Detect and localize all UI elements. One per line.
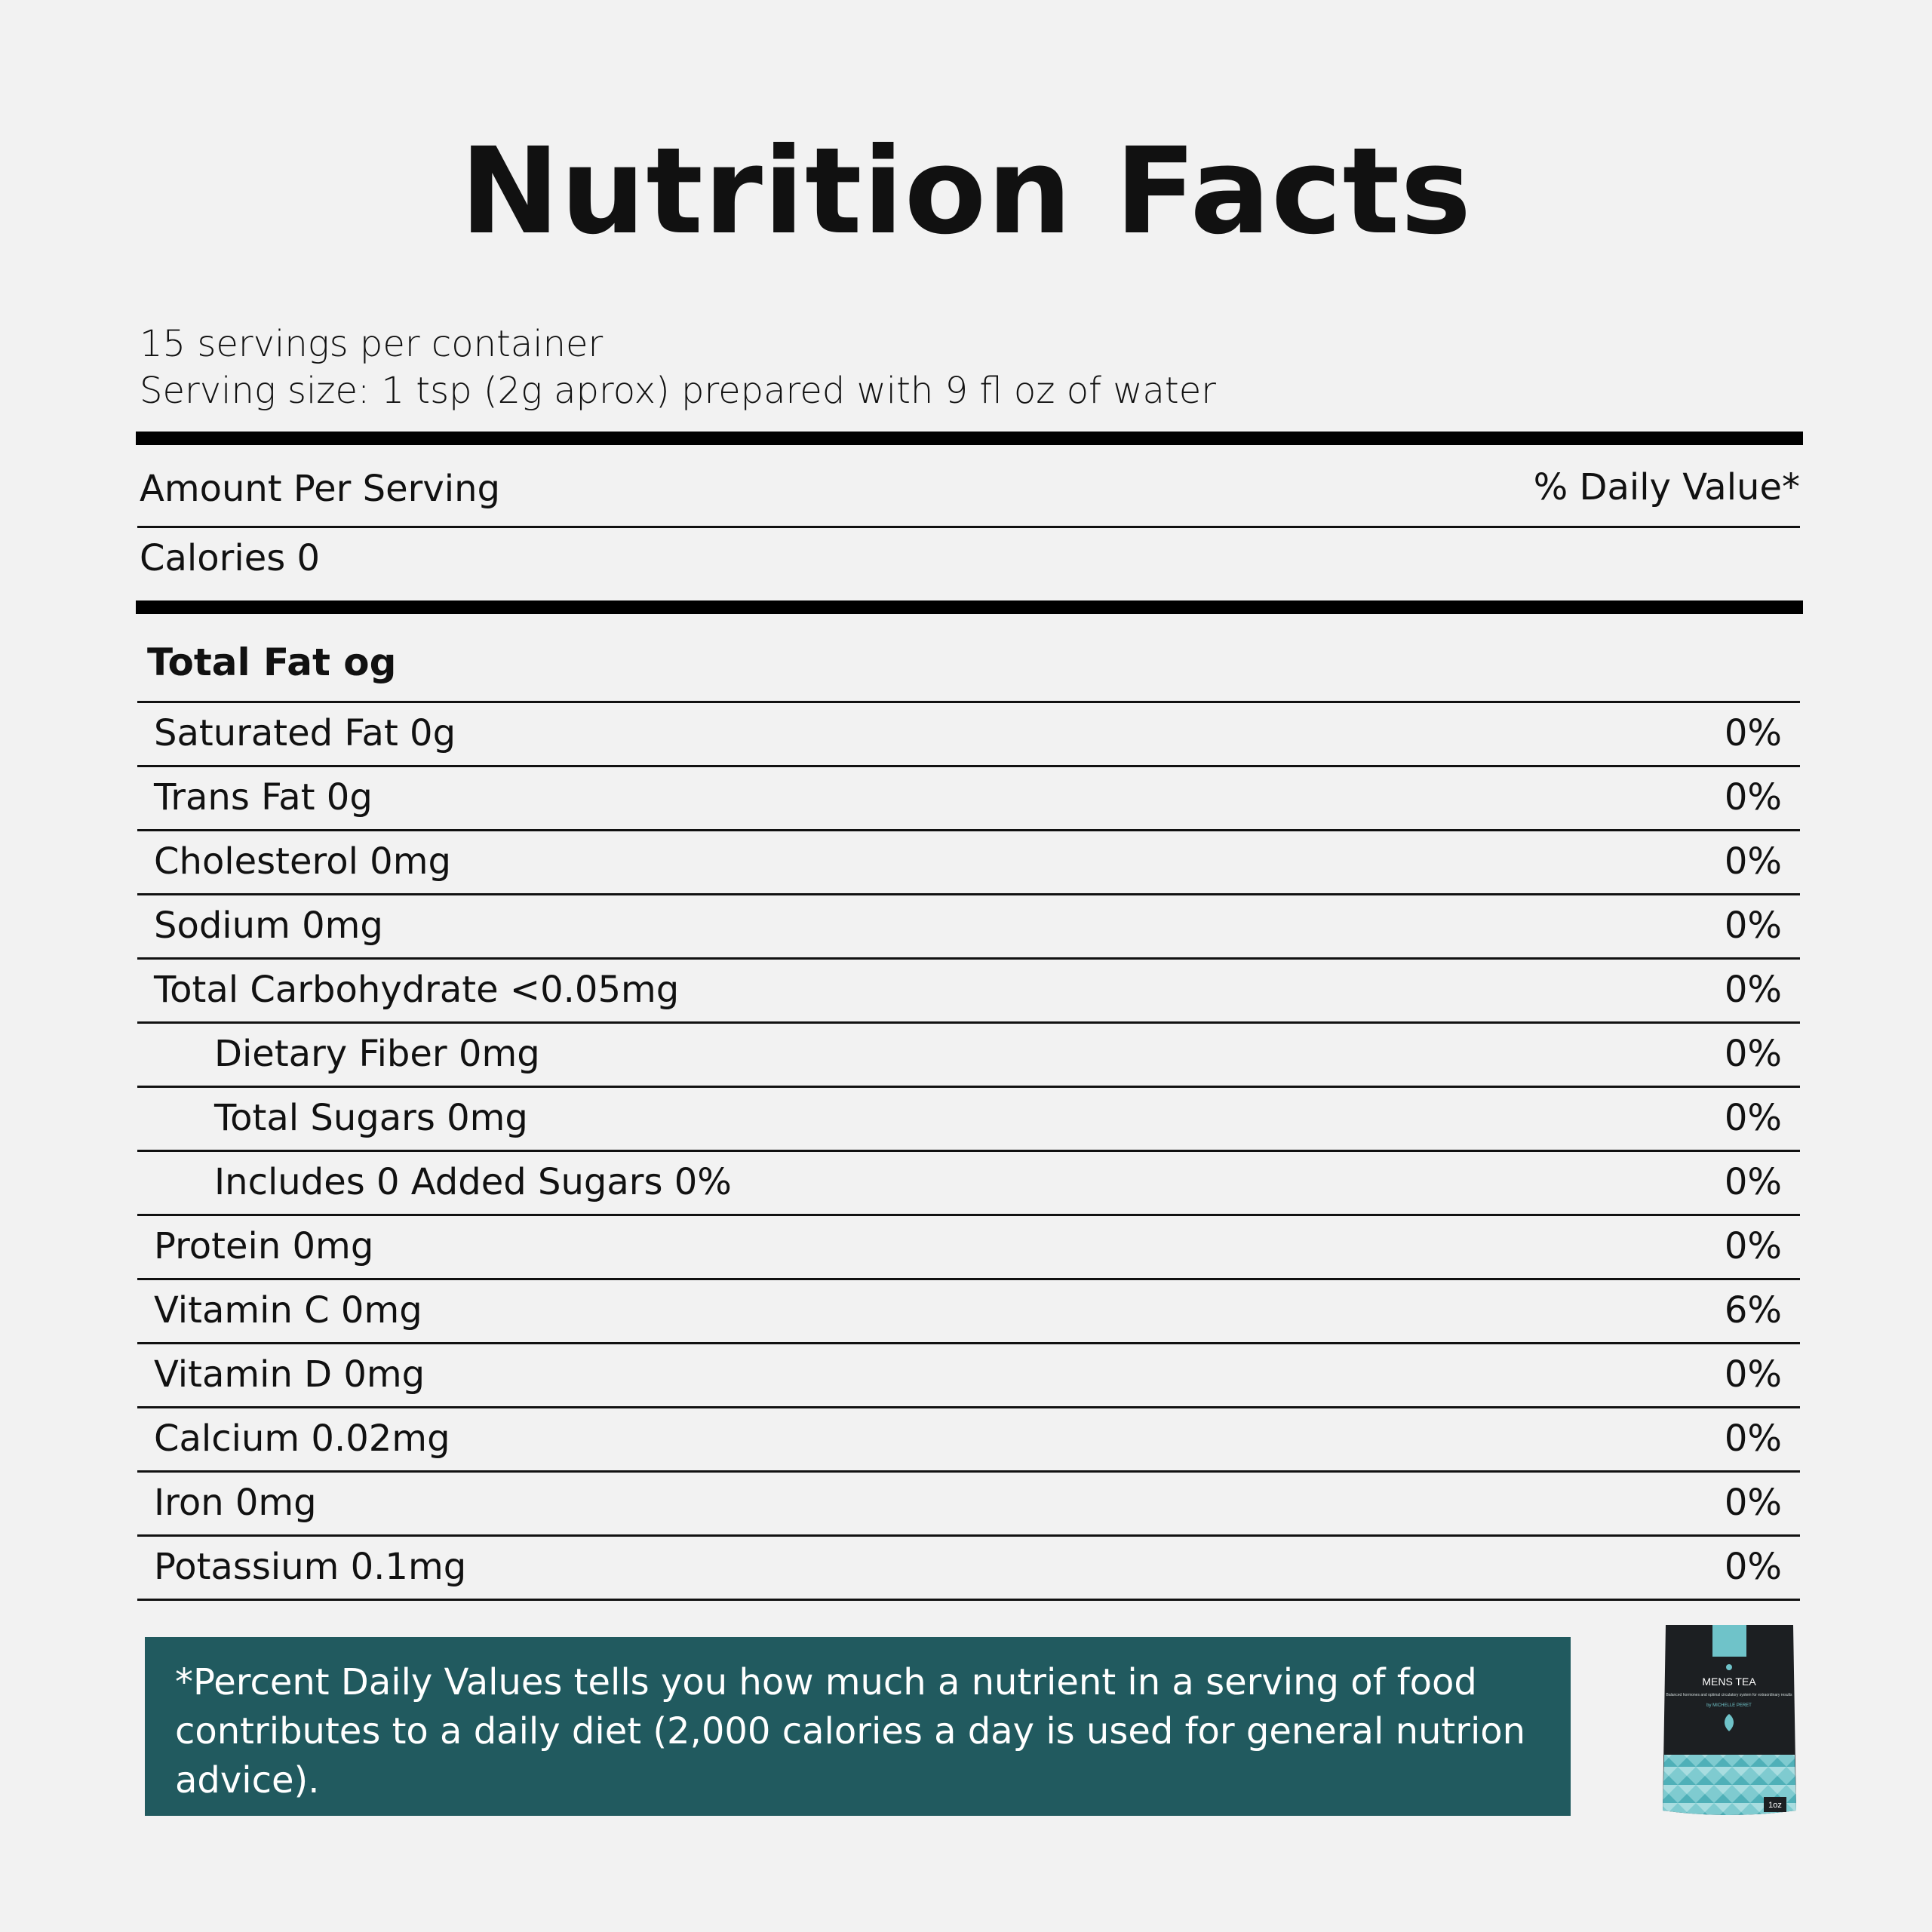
thick-divider-calories — [136, 600, 1803, 614]
nutrient-row — [137, 1473, 1800, 1537]
thick-divider-top — [136, 432, 1803, 445]
nutrient-row — [137, 960, 1800, 1024]
nutrient-row — [137, 767, 1800, 831]
pouch-size: 1oz — [1768, 1801, 1782, 1810]
nutrient-daily-value: 0% — [1724, 969, 1782, 1011]
nutrient-daily-value: 0% — [1724, 905, 1782, 947]
nutrient-label: Saturated Fat 0g — [154, 712, 456, 754]
nutrient-daily-value: 6% — [1724, 1289, 1782, 1332]
pouch-brand: by MICHELLE PERET — [1706, 1703, 1752, 1708]
nutrient-row — [137, 1216, 1800, 1280]
nutrient-daily-value: 0% — [1724, 1097, 1782, 1139]
nutrient-daily-value: 0% — [1724, 1353, 1782, 1396]
nutrient-daily-value: 0% — [1724, 712, 1782, 754]
nutrient-row — [137, 895, 1800, 960]
serving-size: Serving size: 1 tsp (2g aprox) prepared with 9 fl oz of water — [140, 370, 1216, 412]
nutrient-label: Total Carbohydrate <0.05mg — [154, 969, 680, 1011]
pouch-tagline: Balanced hormones and optimal circulatory system for extraordinary results — [1666, 1693, 1792, 1697]
nutrient-daily-value: 0% — [1724, 776, 1782, 819]
nutrient-row — [137, 1344, 1800, 1408]
nutrient-row — [137, 703, 1800, 767]
servings-per-container: 15 servings per container — [140, 323, 604, 365]
daily-value-header: % Daily Value* — [1533, 466, 1800, 508]
nutrient-daily-value: 0% — [1724, 1482, 1782, 1524]
nutrient-label: Dietary Fiber 0mg — [214, 1033, 540, 1075]
nutrient-row — [137, 1024, 1800, 1088]
nutrient-table — [137, 703, 1800, 1601]
nutrient-label: Sodium 0mg — [154, 905, 383, 947]
nutrient-daily-value: 0% — [1724, 1546, 1782, 1588]
nutrient-row — [137, 1088, 1800, 1152]
daily-value-footnote: *Percent Daily Values tells you how much a nutrient in a serving of food contributes to a daily diet (2,000 calories a day is used for general nutrion advice). — [145, 1637, 1571, 1816]
total-fat-row: Total Fat og — [147, 640, 397, 684]
pouch-product-name: MENS TEA — [1702, 1676, 1756, 1688]
nutrient-row — [137, 1537, 1800, 1601]
nutrient-daily-value: 0% — [1724, 1033, 1782, 1075]
nutrient-daily-value: 0% — [1724, 1161, 1782, 1203]
nutrient-row — [137, 831, 1800, 895]
nutrient-label: Cholesterol 0mg — [154, 840, 451, 883]
nutrient-label: Trans Fat 0g — [154, 776, 373, 819]
nutrient-label: Includes 0 Added Sugars 0% — [214, 1161, 732, 1203]
nutrient-daily-value: 0% — [1724, 840, 1782, 883]
product-pouch-image — [1660, 1622, 1799, 1826]
nutrient-label: Vitamin D 0mg — [154, 1353, 425, 1396]
nutrient-row — [137, 1408, 1800, 1473]
calories-row: Calories 0 — [140, 537, 321, 579]
nutrient-label: Potassium 0.1mg — [154, 1546, 467, 1588]
nutrient-row — [137, 1280, 1800, 1344]
page-title: Nutrition Facts — [459, 122, 1473, 261]
nutrient-daily-value: 0% — [1724, 1418, 1782, 1460]
nutrient-label: Total Sugars 0mg — [214, 1097, 528, 1139]
divider-amount — [137, 526, 1800, 528]
nutrient-daily-value: 0% — [1724, 1225, 1782, 1267]
serving-info — [140, 321, 1216, 414]
nutrient-label: Iron 0mg — [154, 1482, 317, 1524]
nutrient-row — [137, 1152, 1800, 1216]
nutrient-label: Protein 0mg — [154, 1225, 374, 1267]
nutrient-label: Calcium 0.02mg — [154, 1418, 450, 1460]
nutrient-label: Vitamin C 0mg — [154, 1289, 422, 1332]
amount-per-serving-label: Amount Per Serving — [140, 468, 501, 510]
